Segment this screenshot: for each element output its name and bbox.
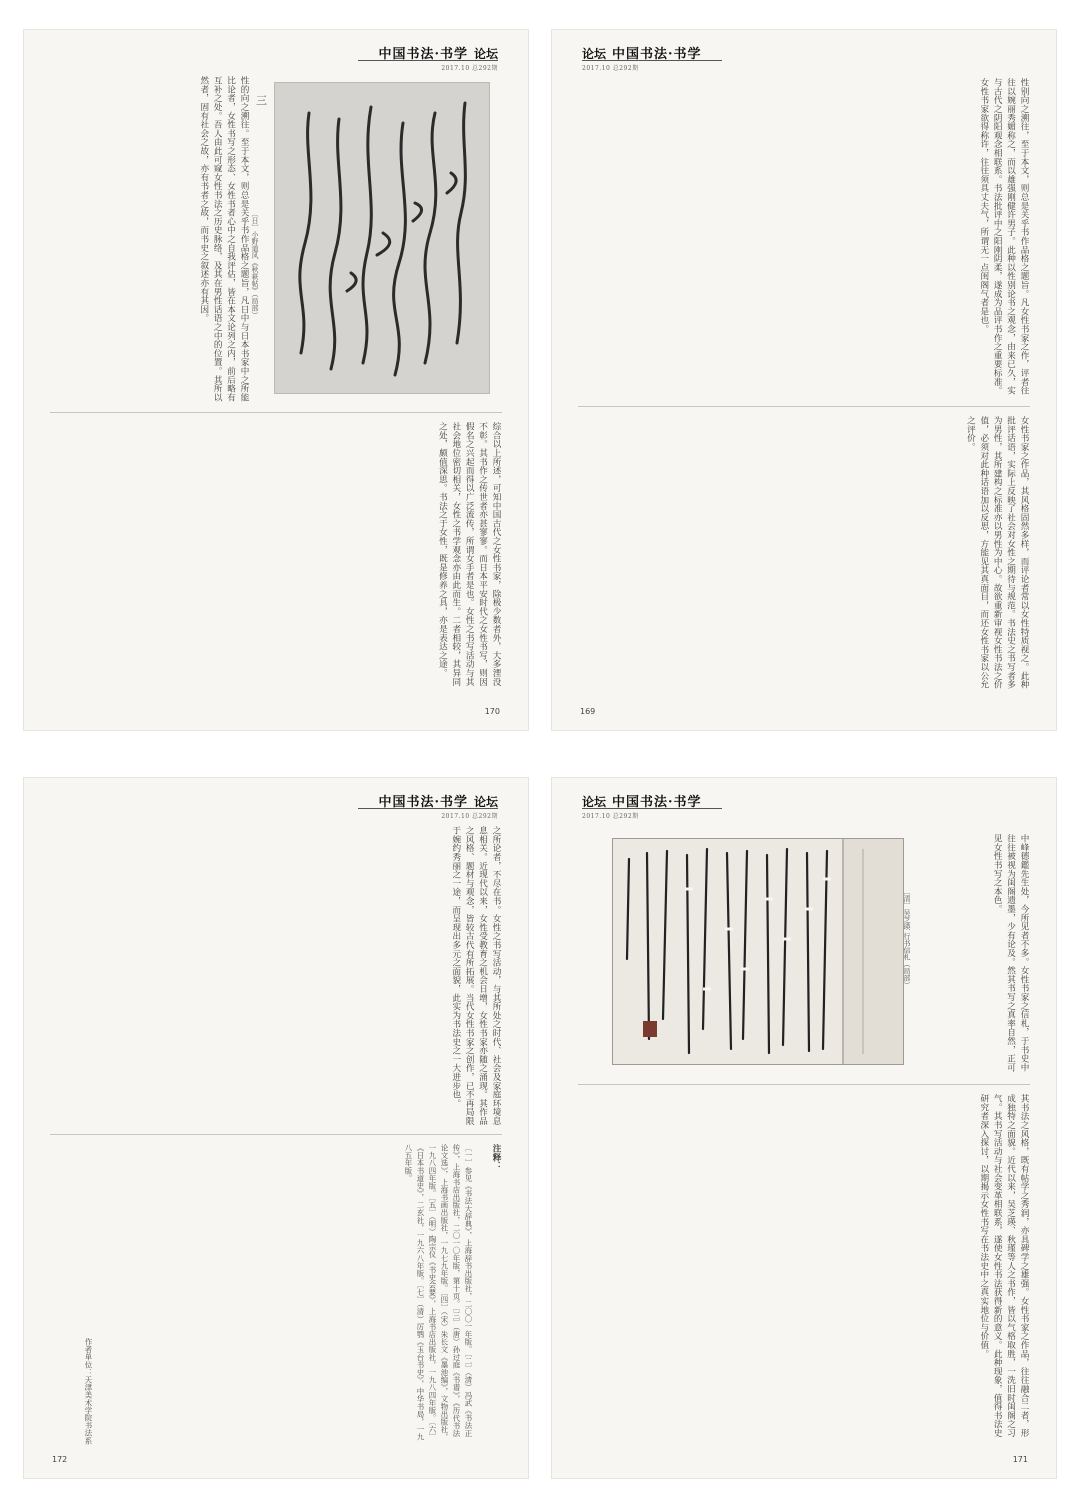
body-column-top: 性的向之溯往。至于本文，则总是关乎书作品格之题旨，凡日中与日本书家中之所能比论者，女性书写之形态、女性书者心中之自我评估，皆在本文论列之内，前后略有互补之处。吾人由此可窥女性书法之历史脉络，及其在男性话语之中的位置。其所以然者，固有社会之故，亦有书者之故，而书史之叙述亦有其因。 xyxy=(198,76,249,402)
image-caption: 〔日〕小野道风《秋萩帖》（局部） xyxy=(251,210,259,319)
body-column-bottom: 其书法之风格，既有帖学之秀润，亦具碑学之雄强。女性书家之作品，往往融合二者，形成独特之面貌。近代以来，吴芝瑛、秋瑾等人之书作，皆以气格取胜，一洗旧时闺阁之习气。其书写活动与社会变革相联系，遂使女性书法获得新的意义。此种现象，值得书法史研究者深入探讨，以期揭示女性书写在书法史中之真实地位与价值。 xyxy=(978,1094,1029,1438)
page-171 xyxy=(552,778,1056,1478)
calligraphy-image xyxy=(274,82,490,394)
page-170 xyxy=(24,30,528,730)
column-divider xyxy=(578,1084,1030,1085)
page-header xyxy=(378,788,498,810)
issue-subline: 2017.10 总292期 xyxy=(441,813,498,820)
page-header xyxy=(378,40,498,62)
magazine-brand: 中国书法·书学 xyxy=(612,795,702,810)
issue-subline: 2017.10 总292期 xyxy=(582,65,639,72)
section-label: 论坛 xyxy=(473,47,498,61)
page-number: 170 xyxy=(484,707,500,716)
body-column-side: 中峰德鑑先生处，今所见者不多。女性书家之信札，于书史中往往被视为闺阁遗墨，少有论及。然其书写之真率自然，正可见女性书写之本色。 xyxy=(992,834,1029,1072)
page-number: 171 xyxy=(1012,1455,1028,1464)
author-affiliation: 作者单位：天津美术学院书法系 xyxy=(84,1338,93,1445)
issue-subline: 2017.10 总292期 xyxy=(441,65,498,72)
page-header xyxy=(582,788,702,810)
section-label: 论坛 xyxy=(473,795,498,809)
section-label: 论坛 xyxy=(582,47,607,61)
body-column-top: 之所论者，不尽在书。女性之书写活动，与其所处之时代、社会及家庭环境息息相关。近现代以来，女性受教育之机会日增，女性书家亦随之涌现。其作品之风格、题材与观念，皆较古代有所拓展。当代女性书家之创作，已不再局限于婉约秀丽之一途，而呈现出多元之面貌，此实为书法史之一大进步也。 xyxy=(450,826,501,1126)
column-divider xyxy=(50,1134,502,1135)
magazine-brand: 中国书法·书学 xyxy=(612,47,702,62)
body-column-bottom: 综合以上所述，可知中国古代之女性书家，除极少数者外，大多湮没不彰。其书作之传世者亦甚寥寥。而日本平安时代之女性书写，则因假名之兴起而得以广泛流传，所谓女手者是也。女性之书写活动与其社会地位密切相关，女性之书学观念亦由此而生。二者相较，其异同之处，颇值深思。书法之于女性，既是修养之具，亦是表达之途。 xyxy=(437,422,501,686)
notes-heading: 注释： xyxy=(491,1144,501,1171)
section-label: 论坛 xyxy=(582,795,607,809)
body-column-bottom: 女性书家之作品，其风格固然多样，而评论者常以女性特质视之。此种批评话语，实际上反映了社会对女性之期待与规范。书法史之书写者多为男性，其所建构之标准亦以男性为中心。故欲重新审视女性书法之价值，必须对此种话语加以反思，方能见其真面目，而还女性书家以公允之评价。 xyxy=(965,416,1029,689)
page-169 xyxy=(552,30,1056,730)
page-header xyxy=(582,40,702,62)
section-number: 三 xyxy=(256,94,267,107)
image-caption: 〔清〕吴芝瑛 行书信札（局部） xyxy=(903,888,911,989)
body-column-top: 性别向之溯往，至于本文，则总是关乎书作品格之题旨。凡女性书家之作，评者往往以婉丽秀媚称之，而以雄强刚健许男子。此种以性别论书之观念，由来已久，实与古代之阴阳观念相联系。书法批评中之阳刚阴柔，遂成为品评书作之重要标准。女性书家欲得称许，往往须具丈夫气，所谓无一点闺阁气者是也。 xyxy=(978,78,1029,395)
page-number: 172 xyxy=(52,1455,68,1464)
magazine-brand: 中国书法·书学 xyxy=(378,795,468,810)
page-number: 169 xyxy=(580,707,596,716)
column-divider xyxy=(50,412,502,413)
letter-image xyxy=(612,838,904,1065)
column-divider xyxy=(578,406,1030,407)
page-172 xyxy=(24,778,528,1478)
issue-subline: 2017.10 总292期 xyxy=(582,813,639,820)
footnotes: 〔一〕参见《书法大辞典》，上海辞书出版社，二〇〇一年版。〔二〕（清）冯武《书法正传》，上海书店出版社，二〇一〇年版，第十页。〔三〕（唐）孙过庭《书谱》，《历代书法论文选》，上海书画出版社，一九七九年版。〔四〕（宋）朱长文《墨池编》，文物出版社，一九八四年版。〔五〕（明）陶宗仪《书史会要》，上海书店出版社，一九八四年版。〔六〕《日本书道史》，二玄社，一九六八年版。〔七〕（清）厉鹗《玉台书史》，中华书局，一九八五年版。 xyxy=(404,1144,473,1441)
magazine-brand: 中国书法·书学 xyxy=(378,47,468,62)
